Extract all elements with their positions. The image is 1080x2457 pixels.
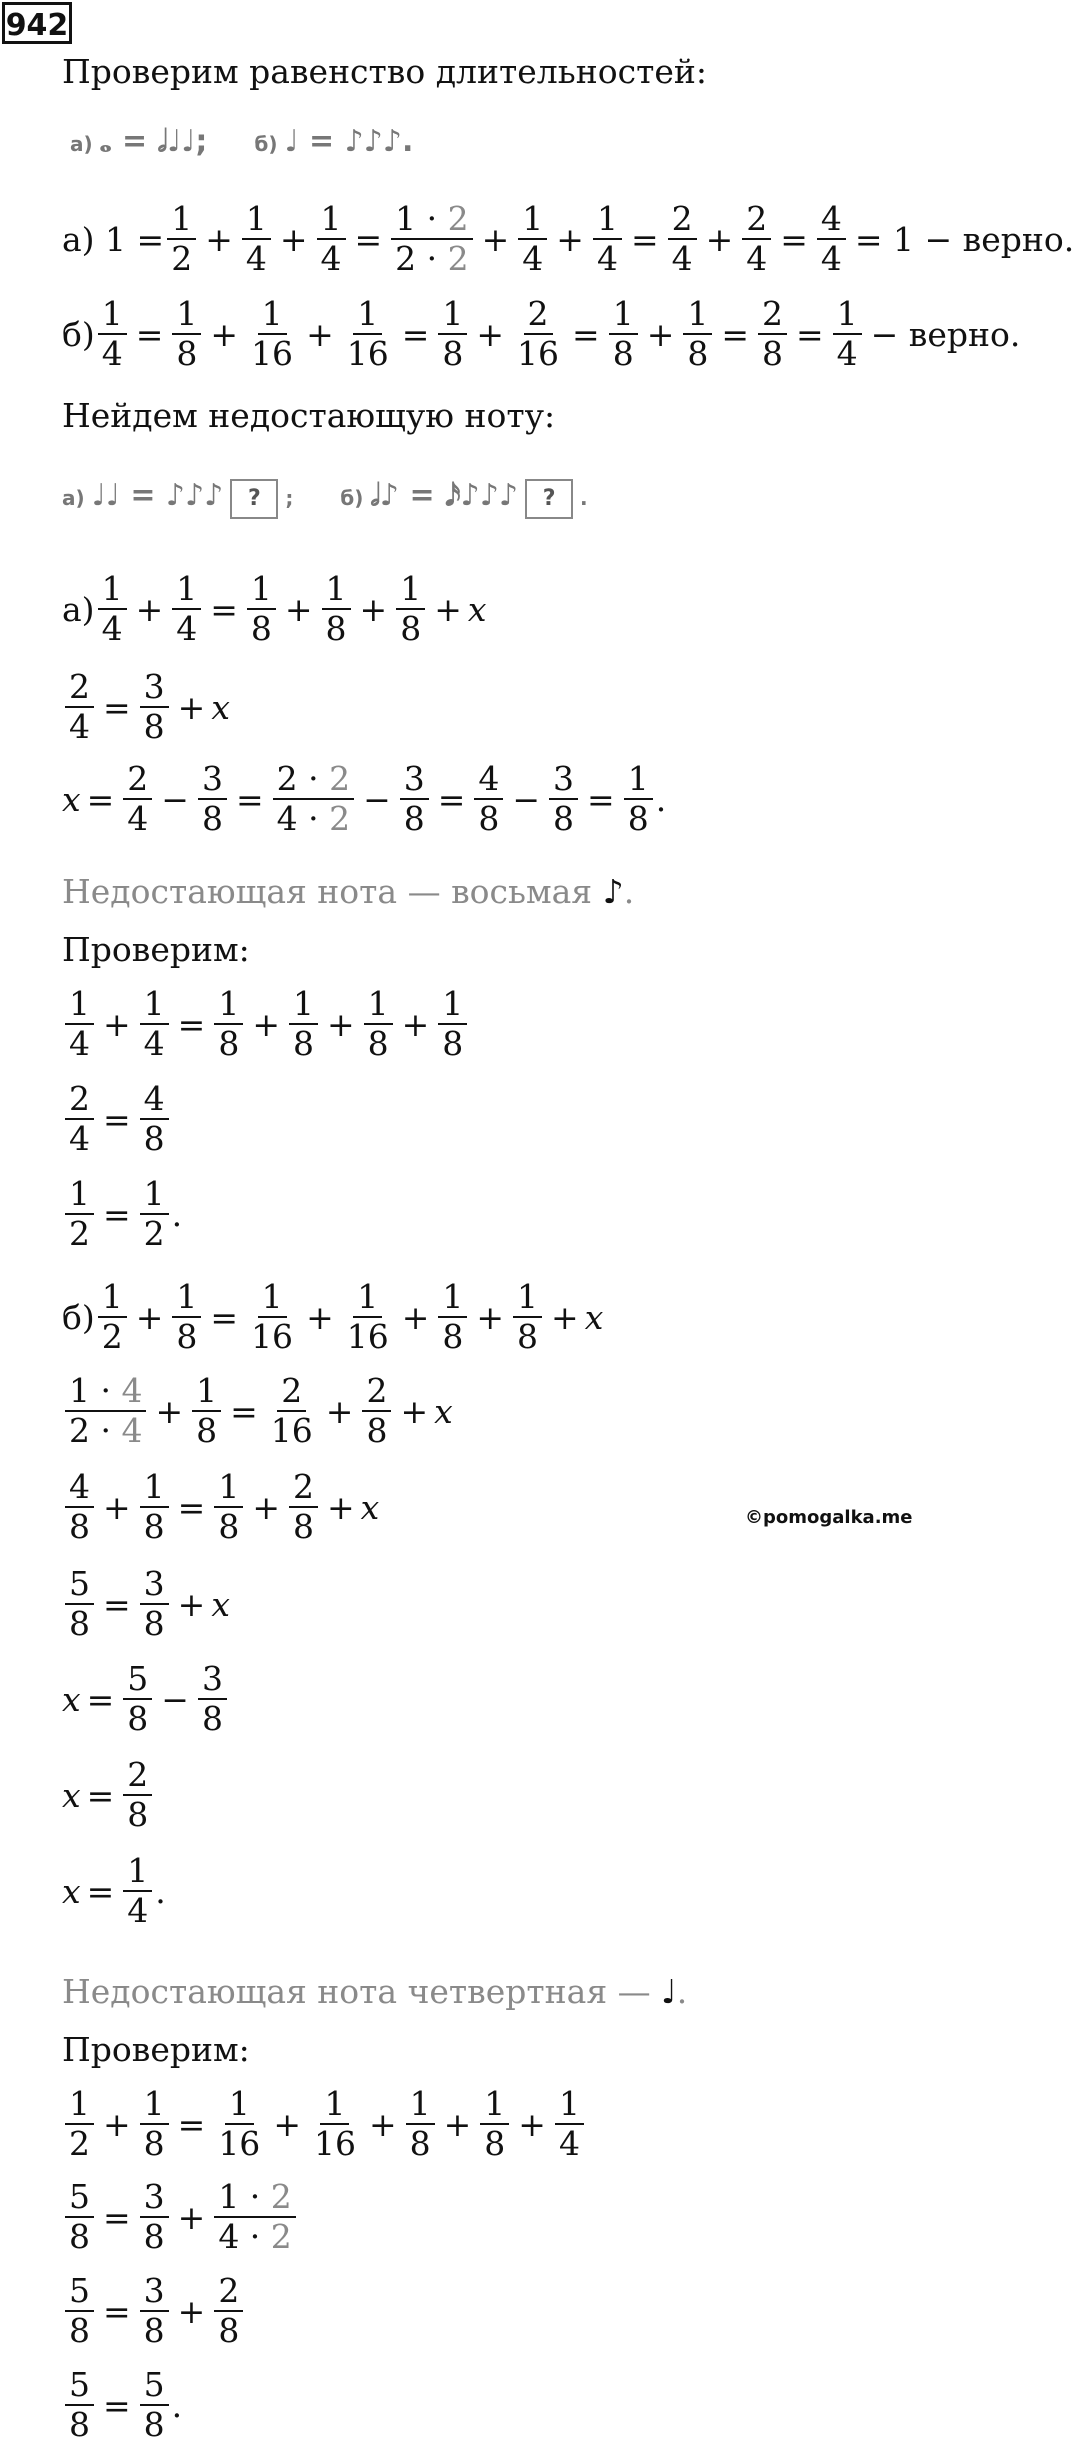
quarter-note-icon: ♩ <box>661 1972 677 2011</box>
fraction: $\frac{1}{8}$ <box>172 295 201 373</box>
eq-b-label: б) <box>62 314 95 354</box>
part-a-label: а) <box>62 589 95 629</box>
part-a-line-3: x = $\frac{2}{4}$ − $\frac{3}{8}$ = $\frac{2 \cdot 2}{4 \cdot 2}$ − $\frac{3}{8}$ = $\frac{4}{8}$ − $\frac{3}{8}$ = $\frac{1}{8}$ . <box>62 759 667 838</box>
fraction: $\frac{1}{4}$ <box>242 200 271 278</box>
part-b-line-4: $\frac{5}{8}$ = $\frac{3}{8}$ + x <box>62 1565 230 1643</box>
find-b-label: б) <box>340 486 364 510</box>
eq-b-end: − верно. <box>870 314 1021 354</box>
fraction: $\frac{2}{8}$ <box>758 295 787 373</box>
part-a-check-title: Проверим: <box>62 930 250 969</box>
part-a-check-1: 1 4 + $\frac{1}{4}$ = $\frac{1}{8}$ + $\frac{1}{8}$ + $\frac{1}{8}$ + $\frac{1}{8}$ <box>62 985 470 1063</box>
question-box: ? <box>525 479 573 519</box>
fraction: $\frac{2}{16}$ <box>517 294 560 373</box>
part-b-check-title: Проверим: <box>62 2030 250 2069</box>
part-a-check-3: $\frac{1}{2}$ = $\frac{1}{2}$ . <box>62 1175 182 1253</box>
notes-b-label: б) <box>254 132 278 156</box>
part-b-check-4: $\frac{5}{8}$ = $\frac{5}{8}$ . <box>62 2366 182 2444</box>
part-b-check-3: $\frac{5}{8}$ = $\frac{3}{8}$ + $\frac{2}{8}$ <box>62 2272 246 2350</box>
part-a-line-2: $\frac{2}{4}$ = $\frac{3}{8}$ + x <box>62 668 230 746</box>
fraction: $\frac{1}{8}$ <box>438 295 467 373</box>
part-b-line-7: x = $\frac{1}{4}$ . <box>62 1851 166 1930</box>
fraction: $\frac{1}{2}$ <box>167 200 196 278</box>
eq-a-label: а) 1 = <box>62 219 165 259</box>
fraction: $\frac{1}{4}$ <box>833 295 862 373</box>
question-box: ? <box>230 479 278 519</box>
fraction: $\frac{1}{8}$ <box>609 295 638 373</box>
find-b-symbols: 𝅗𝅥♪ = 𝅘𝅥𝅯♪♪♪ <box>370 478 519 513</box>
part-b-line-1: б) 1 2 + $\frac{1}{8}$ = $\frac{1}{16}$ + $\frac{1}{16}$ + $\frac{1}{8}$ + $\frac{1}{8}$ + x <box>62 1277 604 1356</box>
notes-find-row <box>62 478 588 519</box>
part-b-result-text: Недостающая нота четвертная — <box>62 1972 651 2011</box>
eq-a-end: = 1 − верно. <box>854 219 1075 259</box>
notes-a-label: а) <box>70 132 93 156</box>
fraction: $\frac{1}{4}$ <box>317 200 346 278</box>
notes-b-symbols: ♩ = ♪♪♪. <box>284 124 414 159</box>
eighth-note-icon: ♪ <box>602 872 624 911</box>
part-a-result-text: Недостающая нота — восьмая <box>62 872 593 911</box>
part-b-line-2: 1 · 4 2 · 4 + $\frac{1}{8}$ = $\frac{2}{16}$ + $\frac{2}{8}$ + x <box>62 1372 453 1450</box>
intro-text: Проверим равенство длительностей: <box>62 52 707 91</box>
part-b-line-3: 4 8 + $\frac{1}{8}$ = $\frac{1}{8}$ + $\frac{2}{8}$ + x <box>62 1468 379 1546</box>
fraction: $\frac{1 \cdot 2}{2 \cdot 2}$ <box>391 200 472 278</box>
part-a-line-1: а) 1 4 + $\frac{1}{4}$ = $\frac{1}{8}$ + $\frac{1}{8}$ + $\frac{1}{8}$ + x <box>62 569 487 648</box>
find-a-symbols: ♩♩ = ♪♪♪ <box>91 478 224 513</box>
part-b-result: Недостающая нота четвертная — ♩. <box>62 1972 688 2011</box>
fraction: $\frac{1}{8}$ <box>683 295 712 373</box>
fraction: $\frac{1}{16}$ <box>346 294 389 373</box>
find-a-end: ; <box>285 486 294 510</box>
notes-a-symbols: 𝅝 = 𝅗𝅥♩♩; <box>99 124 208 159</box>
part-b-line-6: x = $\frac{2}{8}$ <box>62 1756 155 1834</box>
part-a-check-2: $\frac{2}{4}$ = $\frac{4}{8}$ <box>62 1080 172 1158</box>
task-number: 942 <box>2 2 72 44</box>
find-b-end: . <box>580 486 588 510</box>
fraction: $\frac{1}{16}$ <box>251 294 294 373</box>
part-b-check-1: 1 2 + $\frac{1}{8}$ = $\frac{1}{16}$ + $\frac{1}{16}$ + $\frac{1}{8}$ + $\frac{1}{8}$ + $\frac{1}{4}$ <box>62 2085 587 2163</box>
fraction: $\frac{1}{4}$ <box>593 200 622 278</box>
notes-check-row <box>70 124 413 159</box>
fraction: $\frac{1}{4}$ <box>98 295 127 373</box>
part-b-label: б) <box>62 1297 95 1337</box>
equation-a-check: а) 1 = $\frac{1}{2}$ + $\frac{1}{4}$ + $\frac{1}{4}$ = $\frac{1 \cdot 2}{2 \cdot 2}$ + $\frac{1}{4}$ + $\frac{1}{4}$ = $\frac{2}{4}$ + $\frac{2}{4}$ = $\frac{4}{4}$ = 1 − верно. <box>62 199 1075 278</box>
fraction: $\frac{2}{4}$ <box>742 200 771 278</box>
equation-b-check: б) $\frac{1}{4}$ = $\frac{1}{8}$ + $\frac{1}{16}$ + $\frac{1}{16}$ = $\frac{1}{8}$ + $\frac{2}{16}$ = $\frac{1}{8}$ + $\frac{1}{8}$ = $\frac{2}{8}$ = $\frac{1}{4}$ − верно. <box>62 294 1021 373</box>
fraction: $\frac{4}{4}$ <box>817 200 846 278</box>
fraction: $\frac{1}{4}$ <box>518 200 547 278</box>
fraction: $\frac{2}{4}$ <box>668 200 697 278</box>
part-b-check-2: $\frac{5}{8}$ = $\frac{3}{8}$ + $\frac{1 \cdot 2}{4 \cdot 2}$ <box>62 2178 299 2256</box>
part-a-result: Недостающая нота — восьмая ♪. <box>62 872 635 911</box>
watermark: ©pomogalka.me <box>745 1507 913 1528</box>
part-b-line-5: x = $\frac{5}{8}$ − $\frac{3}{8}$ <box>62 1660 230 1738</box>
find-note-text: Нейдем недостающую ноту: <box>62 396 556 435</box>
find-a-label: а) <box>62 486 85 510</box>
